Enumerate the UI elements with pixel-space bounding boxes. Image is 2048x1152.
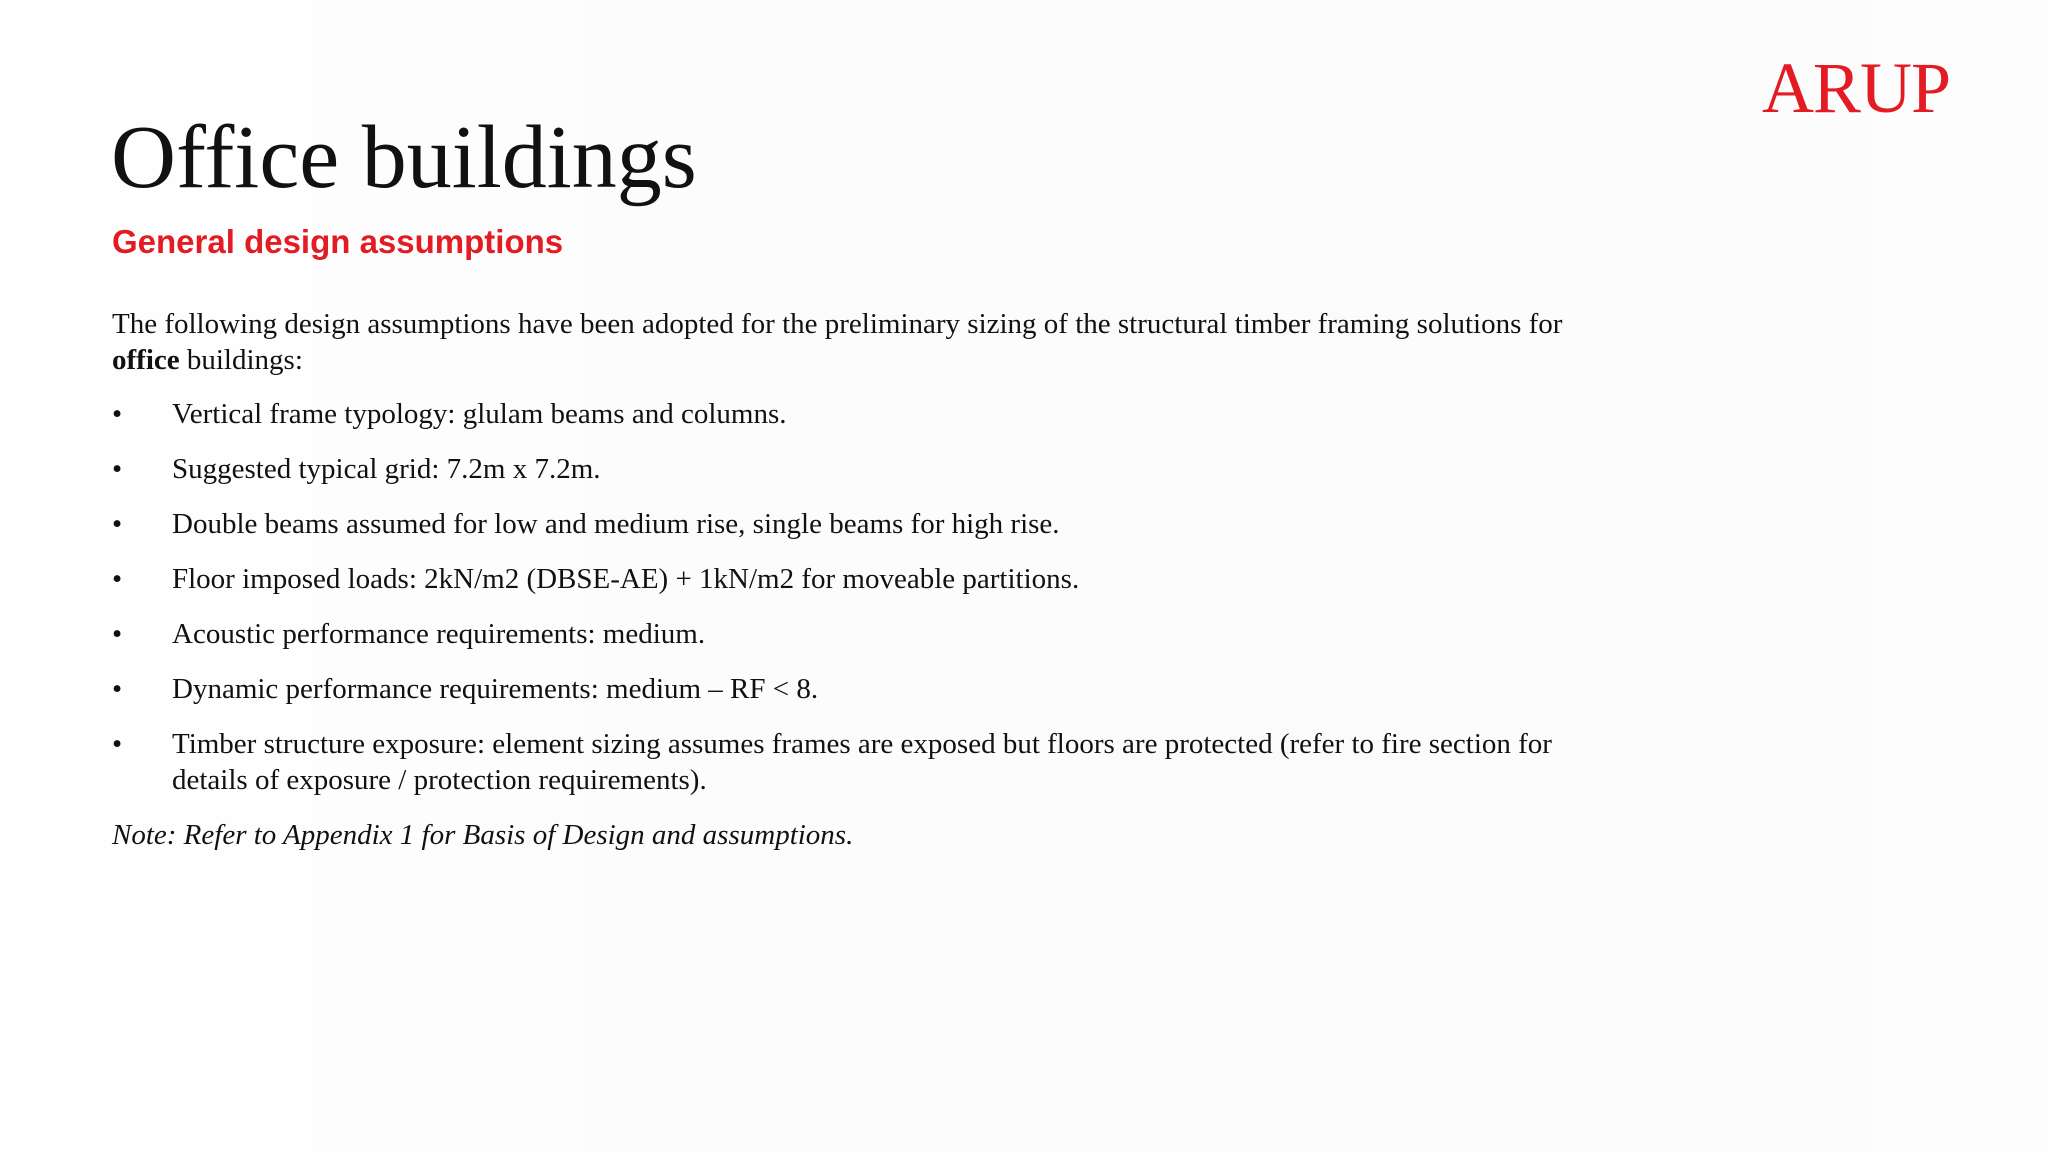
bullet-icon: •: [112, 398, 123, 430]
content-body: [112, 306, 1632, 853]
bullet-icon: •: [112, 673, 123, 705]
bullet-icon: •: [112, 508, 123, 540]
page-title: Office buildings: [111, 108, 697, 207]
footnote: Note: Refer to Appendix 1 for Basis of Design and assumptions.: [112, 819, 854, 851]
bullet-icon: •: [112, 453, 123, 485]
intro-paragraph: [112, 306, 1632, 378]
assumptions-list: [112, 396, 1632, 798]
intro-text-before: The following design assumptions have been adopted for the preliminary sizing of the structural timber framing solutions for: [112, 308, 1563, 340]
list-item: [112, 506, 1632, 542]
list-item-text: Floor imposed loads: 2kN/m2 (DBSE-AE) + 1kN/m2 for moveable partitions.: [172, 563, 1080, 595]
list-item: [112, 451, 1632, 487]
list-item: [112, 616, 1632, 652]
bullet-icon: •: [112, 618, 123, 650]
intro-text-after: buildings:: [179, 344, 303, 376]
list-item-text: Timber structure exposure: element sizing assumes frames are exposed but floors are protected (refer to fire section for details of exposure / protection requirements).: [172, 728, 1552, 796]
page-subtitle: General design assumptions: [112, 223, 564, 260]
list-item-text: Vertical frame typology: glulam beams and columns.: [172, 398, 787, 430]
list-item: [112, 726, 1632, 798]
list-item: [112, 561, 1632, 597]
intro-text-bold: office: [112, 344, 180, 376]
list-item: [112, 671, 1632, 707]
list-item-text: Acoustic performance requirements: medium.: [172, 618, 706, 650]
list-item-text: Suggested typical grid: 7.2m x 7.2m.: [172, 453, 601, 485]
list-item: [112, 396, 1632, 432]
list-item-text: Dynamic performance requirements: medium – RF < 8.: [172, 673, 819, 705]
bullet-icon: •: [112, 728, 123, 760]
bullet-icon: •: [112, 563, 123, 595]
arup-logo: ARUP: [1761, 48, 1950, 128]
list-item-text: Double beams assumed for low and medium rise, single beams for high rise.: [172, 508, 1060, 540]
